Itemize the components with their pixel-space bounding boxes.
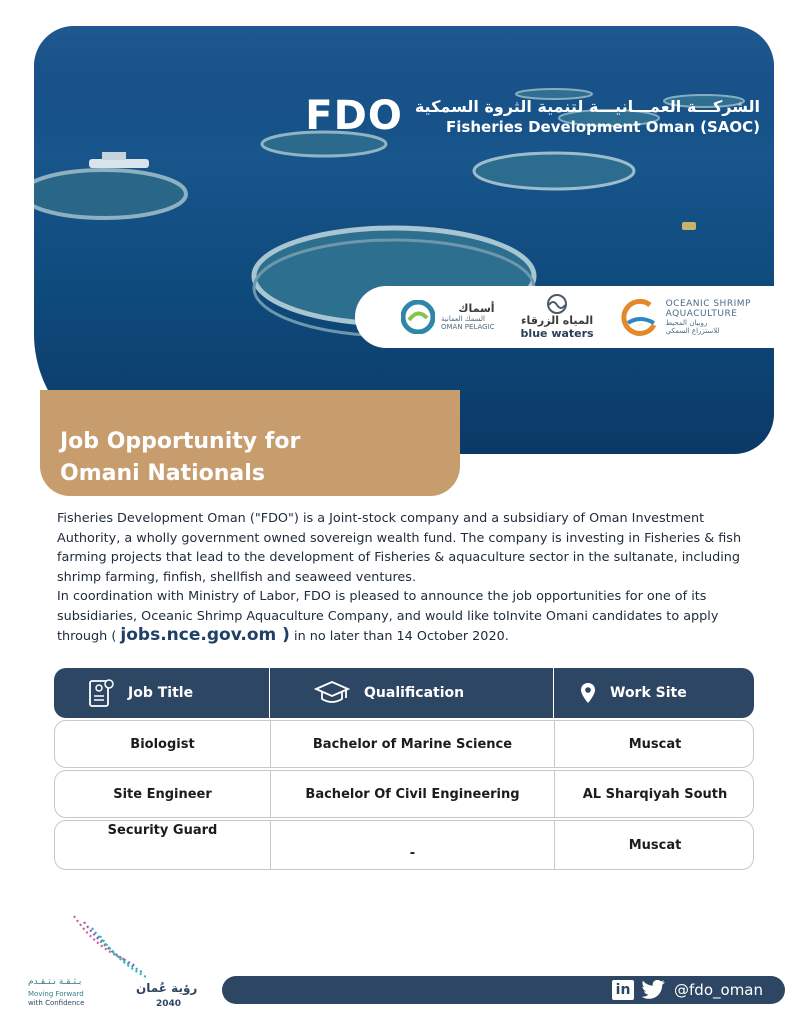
cell-job-title: Site Engineer [55,771,271,817]
asmak-arabic: أسماك [458,301,495,315]
table-row [54,720,754,768]
cell-work-site: Muscat [628,736,682,752]
fdo-logo-text: FDO [305,93,403,139]
intro-text [57,509,757,647]
apply-line [57,626,757,647]
header-job-title-label: Job Title [128,685,194,701]
asmak-sub-arabic: السمك العمانية [441,315,485,324]
resume-icon [88,678,114,708]
cell-work-site: AL Sharqiyah South [582,786,728,802]
job-opportunity-title [60,426,300,490]
asmak-english: OMAN PELAGIC [441,323,495,332]
fdo-brand [305,93,760,139]
apply-link[interactable]: jobs.nce.gov.om [120,625,277,645]
asmak-icon [401,300,435,334]
oceanic-arabic-1: روبيان المحيط [665,319,708,328]
oceanic-arabic-2: للاستزراع السمكي [665,327,720,336]
deadline-text: in no later than 14 October 2020. [289,629,509,644]
slogan-arabic: بـثـقـة نـتـقـدم [28,977,82,987]
cell-job-title: Security Guard [55,821,271,869]
blue-waters-logo [521,293,594,340]
location-pin-icon [580,682,596,704]
oman-vision-2040-logo [26,908,216,1018]
header-work-site [554,668,754,718]
oceanic-english-2: AQUACULTURE [665,308,738,319]
blue-waters-arabic: المياه الزرقاء [520,314,594,328]
vision-swirl-icon [26,908,216,1018]
twitter-icon[interactable] [642,980,666,1000]
title-line-1: Job Opportunity for [60,429,301,454]
cell-work-site: Muscat [628,837,682,853]
oceanic-english-1: OCEANIC SHRIMP [665,298,751,309]
table-row [54,820,754,870]
graduation-cap-icon [314,680,350,706]
blue-waters-english: blue waters [520,327,594,340]
cell-job-title: Biologist [55,721,271,767]
cell-qualification: Bachelor of Marine Science [271,721,555,767]
oceanic-shrimp-logo [620,297,751,337]
brand-arabic-name: الشركـــة العمـــانيـــة لتنمية الثروة السمكية [414,96,760,116]
cell-qualification: Bachelor Of Civil Engineering [271,771,555,817]
twitter-handle[interactable]: @fdo_oman [674,981,763,999]
blue-waters-icon [543,293,571,315]
title-line-2: Omani Nationals [60,461,265,486]
header-work-site-label: Work Site [610,685,687,701]
linkedin-icon[interactable]: in [612,980,634,1000]
intro-paragraph-2: In coordination with Ministry of Labor, FDO is pleased to announce the job opportunities for one of its subsidiaries, Oceanic Shrimp Aquaculture Company, and would like toInvite Omani candidates to apply [57,589,719,624]
fdo-brand-names [415,97,760,136]
header-qualification [270,668,554,718]
asmak-logo [401,300,495,334]
cell-qualification: - [271,821,555,869]
header-qualification-label: Qualification [364,685,465,701]
header-job-title [54,668,270,718]
intro-paragraph-1: Fisheries Development Oman ("FDO") is a Joint-stock company and a subsidiary of Oman Investment Authority, a wholly government owned sovereign wealth fund. The company is investing in Fisheries & fish farming projects that lead to the development of Fisheries & aquaculture sector in the sultanate, including shrimp farming, finfish, shellfish and seaweed ventures. [57,511,742,585]
slogan-english-1: Moving Forward [28,990,84,998]
table-row [54,770,754,818]
social-bar [222,976,785,1004]
vision-year: 2040 [156,999,182,1009]
slogan-english-2: with Confidence [28,999,85,1007]
oceanic-shrimp-icon [620,297,660,337]
apply-link-close: ) [276,625,290,645]
job-opportunity-banner [40,390,460,496]
vision-arabic: رؤية عُمان [136,981,198,995]
partner-logos [355,286,795,348]
apply-prefix: through ( [57,629,121,644]
jobs-table [54,668,754,870]
table-header [54,668,754,718]
brand-english-name: Fisheries Development Oman (SAOC) [446,117,760,136]
